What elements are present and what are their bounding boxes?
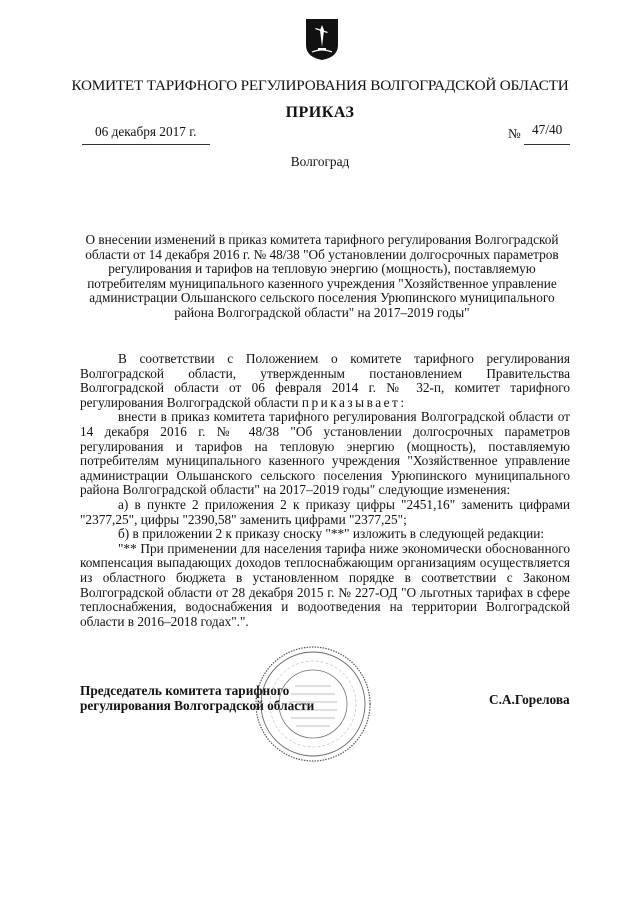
city: Волгоград [290, 154, 350, 169]
official-round-stamp [253, 644, 373, 764]
body-paragraph-footnote: "** При применении для населения тарифа ниже экономически обоснованного компенсация выпадающих доходов теплоснабжающим организациям осуществляется из областного бюджета в установленном порядке в соответствии с Законом Волгоградской области от 28 декабря 2015 г. № 227-ОД "О льготных тарифах в сфере теплоснабжения, водоснабжения и водоотведения на территории Волгоградской области в 2016–2018 годах".". [80, 540, 570, 629]
volgograd-coat-of-arms-icon [304, 17, 340, 61]
order-number-label: № [508, 126, 521, 141]
body-paragraph-a: а) в пункте 2 приложения 2 к приказу цифры "2451,16" заменить цифрами "2377,25", цифры "2390,58" заменить цифрами "2377,25"; [80, 496, 570, 527]
subject-line: района Волгоградской области" на 2017–2019 годы" [174, 304, 470, 320]
signatory-title-line: Председатель комитета тарифного [80, 683, 290, 698]
orders-word: приказывает: [301, 394, 407, 410]
body-paragraph-amend: внести в приказ комитета тарифного регулирования Волгоградской области от 14 декабря 2016 г. № 48/38 "Об установлении долгосрочных параметров регулирования и тарифов на тепловую энергию (мощность), поставляемую потребителям муниципального казенного учреждения "Хозяйственное управление администрации Ольшанского сельского поселения Урюпинского муниципального района Волгоградской области" на 2017–2019 годы" следующие изменения: [80, 409, 570, 498]
document-title: ПРИКАЗ [285, 104, 355, 121]
subject-line: О внесении изменений в приказ комитета тарифного регулирования Волгоградской [85, 232, 559, 247]
signatory-title-line: регулирования Волгоградской области [80, 697, 315, 713]
order-date: 06 декабря 2017 г. [95, 124, 197, 139]
date-underline [82, 144, 210, 145]
subject-line: области от 14 декабря 2016 г. № 48/38 "Об установлении долгосрочных параметров [85, 246, 559, 262]
order-subject [80, 233, 564, 321]
body-paragraph-preamble [80, 352, 570, 410]
preamble-text: В соответствии с Положением о комитете тарифного регулирования Волгоградской области, утвержденным постановлением Правительства Волгоградской области от 06 февраля 2014 г. № 32-п, комитет тарифного регулирования Волгоградской области [80, 351, 570, 410]
signatory-name: С.А.Горелова [489, 692, 570, 707]
subject-line: регулирования и тарифов на тепловую энергию (мощность), поставляемую [108, 261, 536, 277]
order-body [80, 352, 570, 629]
subject-line: потребителям муниципального казенного учреждения "Хозяйственное управление [87, 275, 557, 291]
subject-line: администрации Ольшанского сельского поселения Урюпинского муниципального [89, 290, 555, 306]
committee-name: КОМИТЕТ ТАРИФНОГО РЕГУЛИРОВАНИЯ ВОЛГОГРАДСКОЙ ОБЛАСТИ [71, 77, 569, 94]
body-paragraph-b: б) в приложении 2 к приказу сноску "**" изложить в следующей редакции: [118, 526, 545, 542]
order-number: 47/40 [532, 122, 563, 137]
number-underline [524, 144, 570, 145]
